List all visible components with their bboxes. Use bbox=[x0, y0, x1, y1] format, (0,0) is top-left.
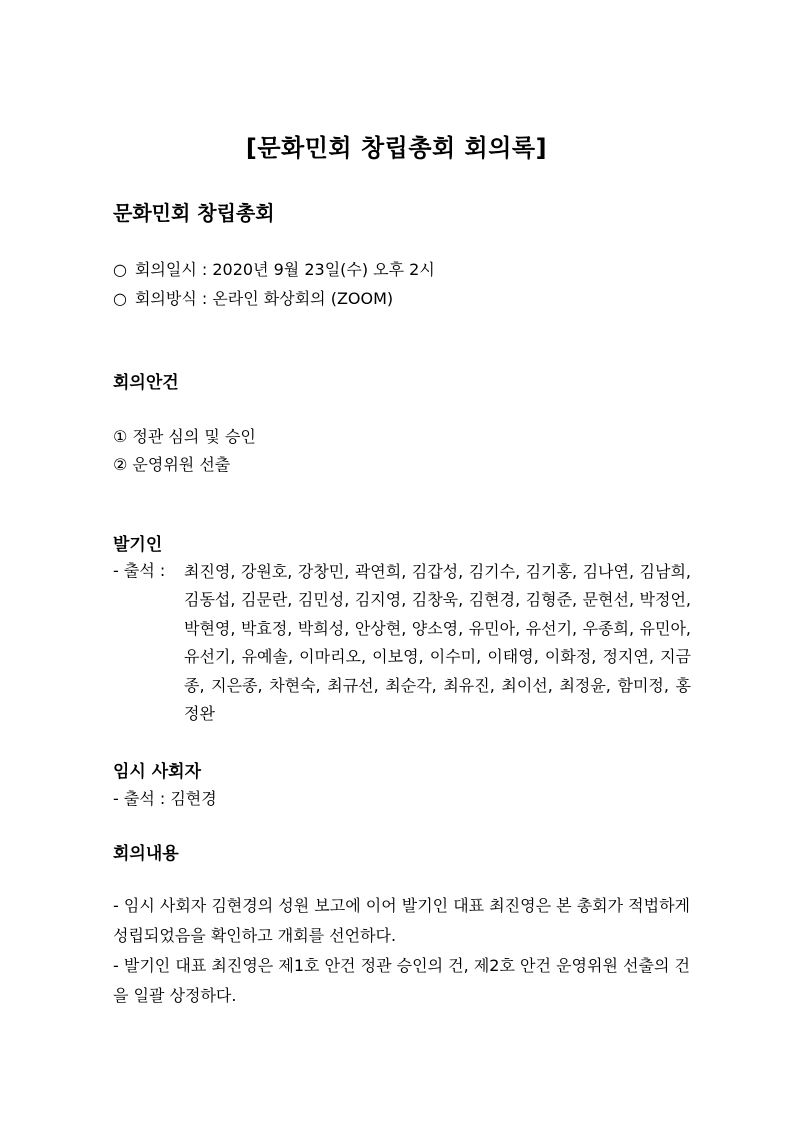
attendance-label: - 출석 : bbox=[113, 561, 166, 580]
content-heading: 회의내용 bbox=[113, 844, 179, 864]
circle-bullet-icon: ○ bbox=[113, 289, 127, 308]
founders-name-list: 최진영, 강원호, 강창민, 곽연희, 김갑성, 김기수, 김기홍, 김나연, 김남희, 김동섭, 김문란, 김민성, 김지영, 김창욱, 김현경, 김형준, 문현선, 박정언, 박현영, 박효정, 박희성, 안상현, 양소영, 유민아, 유선기, 우종희, 유민아, 유선기, 유예솔, 이마리오, 이보영, 이수미, 이태영, 이화정, 정지연, 지금종, 지은종, 차현숙, 최규선, 최순각, 최유진, 최이선, 최정윤, 함미정, 홍정완 bbox=[184, 562, 691, 724]
content-paragraph: - 임시 사회자 김현경의 성원 보고에 이어 발기인 대표 최진영은 본 총회가 적법하게 성립되었음을 확인하고 개회를 선언하다. bbox=[113, 896, 690, 945]
meeting-date-line bbox=[113, 257, 435, 280]
meeting-method-text: 회의방식 : 온라인 화상회의 (ZOOM) bbox=[134, 289, 394, 308]
circle-bullet-icon: ○ bbox=[113, 260, 127, 279]
meeting-date-text: 회의일시 : 2020년 9월 23일(수) 오후 2시 bbox=[134, 260, 435, 279]
meeting-method-line bbox=[113, 286, 393, 309]
chair-attendance-line: - 출석 : 김현경 bbox=[113, 789, 217, 808]
content-paragraph: - 발기인 대표 최진영은 제1호 안건 정관 승인의 건, 제2호 안건 운영위원 선출의 건을 일괄 상정하다. bbox=[113, 956, 690, 1005]
agenda-item: ① 정관 심의 및 승인 bbox=[113, 427, 256, 446]
agenda-heading: 회의안건 bbox=[113, 373, 179, 393]
founders-heading: 발기인 bbox=[113, 535, 163, 555]
agenda-item: ② 운영위원 선출 bbox=[113, 455, 231, 474]
chair-heading: 임시 사회자 bbox=[113, 762, 202, 782]
document-title: [문화민회 창립총회 회의록] bbox=[245, 134, 548, 162]
meeting-heading: 문화민회 창립총회 bbox=[113, 201, 275, 225]
